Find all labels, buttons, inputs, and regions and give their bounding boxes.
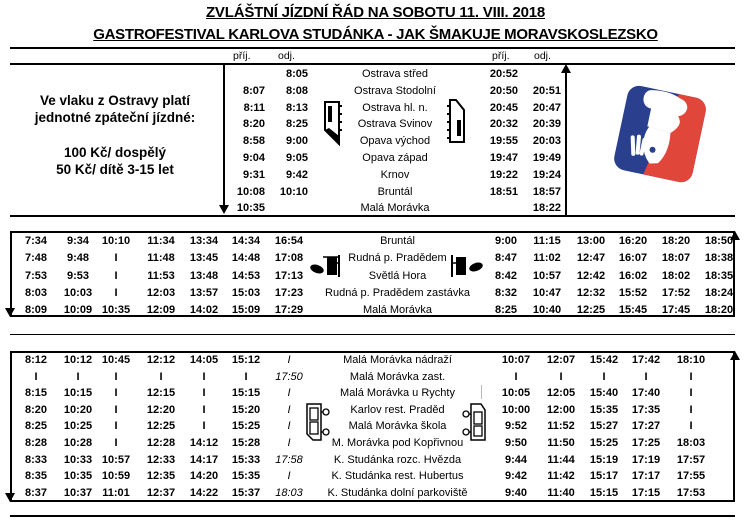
arrival-header: příj. [492,50,510,62]
return-time: 12:00 [546,403,576,416]
departure-time: 9:34 [66,235,90,247]
departure-time: 14:22 [189,486,219,499]
departure-time: 10:57 [101,453,131,466]
departure-time: 15:09 [231,304,261,317]
fare-info-line: jednotné zpáteční jízdné: [34,110,196,125]
return-time: I [689,370,693,383]
return-time: 16:02 [618,269,648,282]
return-time: 15:52 [618,286,648,299]
return-time: 17:52 [661,286,691,299]
station-name: Ostrava hl. n. [362,101,428,114]
departure-time: 15:15 [231,387,261,400]
station-name: Malá Morávka škola [348,420,447,433]
return-time: 9:40 [504,486,528,499]
departure-time: 11:34 [147,235,175,247]
return-time: 15:27 [589,420,619,433]
return-time: 8:47 [494,252,518,265]
arrival-time: 8:58 [242,135,265,148]
station-name: Bruntál [380,235,415,247]
station-name: Ostrava Stodolní [354,84,436,97]
return-time: I [644,370,648,383]
departure-time: 13:45 [189,252,219,265]
station-name: K. Studánka rest. Hubertus [331,470,464,483]
departure-time: 10:03 [63,286,93,299]
departure-time: I [287,470,291,483]
departure-time: 8:25 [285,118,308,131]
return-time: 15:17 [589,470,619,483]
fare-child: 50 Kč/ dítě 3-15 let [56,162,174,177]
departure-time: 12:09 [146,304,176,317]
departure-time: 17:23 [274,286,304,299]
return-time: 17:53 [676,486,706,499]
station-name: Malá Morávka [360,202,430,215]
departure-time: 10:09 [63,304,93,317]
minibus-icon [305,402,331,442]
departure-time: 9:53 [66,269,90,282]
return-time: 12:05 [546,387,576,400]
station-name: Ostrava střed [361,68,429,80]
return-time: 10:05 [501,387,531,400]
station-name: Opava východ [359,135,431,148]
arrival-time: 9:04 [242,152,265,164]
departure-time: 7:53 [24,269,48,282]
return-time: 15:19 [589,453,619,466]
departure-time: 15:20 [231,403,261,416]
departure-time: 10:33 [63,453,93,466]
bus-icon [309,253,347,279]
departure-time: 12:37 [146,486,176,499]
departure-time: 10:25 [63,420,93,433]
departure-time: 8:05 [285,68,308,80]
return-time: 15:25 [589,437,619,449]
departure-time: 8:37 [24,486,48,499]
departure-time: 8:13 [285,101,308,114]
departure-time: 10:35 [63,470,93,483]
return-time: 18:20 [704,304,734,317]
departure-time: 14:20 [189,470,219,483]
departure-time: 10:28 [63,437,93,449]
departure-time: I [159,370,163,383]
departure-time: 20:47 [532,101,561,114]
departure-time: 12:03 [146,286,176,299]
departure-time: 20:51 [532,84,561,97]
return-time: 18:10 [676,354,706,366]
departure-time: 17:08 [274,252,304,265]
return-time: 10:00 [501,403,531,416]
bus-row [0,285,751,304]
return-time: 17:45 [661,304,691,317]
departure-time: I [287,387,291,400]
return-time: 9:50 [504,437,528,449]
return-time: 10:47 [532,286,562,299]
arrival-time: 19:55 [489,135,518,148]
departure-time: 8:28 [24,437,48,449]
arrival-time: 20:52 [489,68,518,80]
departure-time: 8:15 [24,387,48,400]
return-time: 9:00 [494,235,518,247]
train-row [0,184,751,201]
return-time: 16:20 [618,235,648,247]
train-row [0,66,751,83]
departure-time: 12:25 [146,420,176,433]
departure-time: I [114,286,118,299]
departure-time: I [34,370,38,383]
page-subtitle: GASTROFESTIVAL KARLOVA STUDÁNKA - JAK ŠMAKUJE MORAVSKOSLEZSKO [93,26,658,43]
return-time: 18:02 [661,269,691,282]
return-time: 11:44 [547,453,575,466]
departure-time: 12:15 [146,387,176,400]
return-time: 18:38 [704,252,734,265]
return-time: 12:25 [576,304,606,317]
departure-time: 16:54 [274,235,304,247]
station-name: Malá Morávka zast. [349,370,446,383]
return-time: 17:17 [631,470,661,483]
return-time: 10:07 [501,354,531,366]
departure-time: 15:28 [231,437,261,449]
departure-time: 15:12 [231,354,261,366]
arrival-time: 20:45 [489,101,518,114]
return-time: 8:42 [494,269,518,282]
departure-time: I [114,420,118,433]
return-time: 15:15 [589,486,619,499]
station-name: Karlov rest. Praděd [350,403,445,416]
minibus-icon [461,402,487,442]
departure-time: 18:03 [275,486,303,499]
return-time: 17:42 [631,354,661,366]
departure-header: odj. [534,50,551,62]
departure-time: 20:03 [532,135,561,148]
return-time: 8:32 [494,286,518,299]
return-time: 9:52 [504,420,528,433]
departure-time: 9:05 [285,152,308,164]
departure-time: 13:48 [189,269,219,282]
return-time: I [689,403,693,416]
departure-time: 8:33 [24,453,48,466]
divider [10,63,735,65]
departure-time: 9:42 [285,168,308,181]
return-time: 11:50 [547,437,575,449]
return-time: 9:44 [504,453,528,466]
return-time: 10:40 [532,304,562,317]
return-time: 15:35 [589,403,619,416]
departure-time: 10:10 [101,235,131,247]
departure-time: 10:45 [101,354,131,366]
departure-time: 8:25 [24,420,48,433]
departure-time: 12:12 [146,354,176,366]
departure-time: 17:50 [275,370,303,383]
departure-time: 10:37 [63,486,93,499]
departure-time: 12:33 [146,453,176,466]
departure-time: 14:34 [231,235,261,247]
bus-row [0,268,751,287]
departure-time: 14:05 [189,354,219,366]
station-name: Malá Morávka u Rychty [340,387,455,400]
return-time: 12:47 [576,252,606,265]
departure-time: 19:49 [532,152,561,164]
departure-time: I [202,387,206,400]
return-time: I [689,387,693,400]
departure-time: I [202,420,206,433]
station-name: Ostrava Svinov [357,118,433,131]
departure-time: 8:35 [24,470,48,483]
return-time: 17:55 [676,470,706,483]
departure-time: I [114,387,118,400]
station-name: Malá Morávka [362,304,433,317]
departure-time: I [114,370,118,383]
departure-time: 10:59 [101,470,131,483]
departure-time: I [114,437,118,449]
departure-time: 7:34 [24,235,48,247]
bus-row [0,302,751,321]
fare-adult: 100 Kč/ dospělý [63,145,167,160]
station-name: M. Morávka pod Kopřivnou [331,437,464,449]
departure-time: I [114,403,118,416]
departure-time: 10:15 [63,387,93,400]
arrival-time: 8:07 [242,84,265,97]
return-time: 18:20 [661,235,691,247]
train-row [0,200,751,217]
departure-time: 20:39 [532,118,561,131]
station-name: Opava západ [362,152,428,164]
return-time: I [602,370,606,383]
return-time: 12:42 [576,269,606,282]
departure-time: I [114,252,118,265]
divider [10,334,735,335]
return-time: 10:57 [532,269,562,282]
departure-time: 8:20 [24,403,48,416]
departure-time: 14:48 [231,252,261,265]
departure-time: 15:25 [231,420,261,433]
return-time: 12:32 [576,286,606,299]
departure-time: 10:10 [279,185,308,198]
fare-info-line: Ve vlaku z Ostravy platí [39,93,191,108]
divider [10,47,735,49]
arrival-time: 9:31 [242,168,265,181]
station-name: Rudná p. Pradědem zastávka [325,286,470,299]
return-time: 18:35 [704,269,734,282]
departure-time: I [287,437,291,449]
arrival-time: 10:35 [236,202,265,215]
train-icon [323,100,343,146]
departure-time: 11:53 [147,269,175,282]
return-time: 11:02 [533,252,561,265]
departure-time: 19:24 [532,168,561,181]
bus-row [0,485,751,504]
return-time: 15:40 [589,387,619,400]
departure-time: 8:08 [285,84,308,97]
departure-time: 17:29 [274,304,304,317]
return-time: 17:57 [676,453,706,466]
departure-header: odj. [278,50,295,62]
arrival-time: 8:20 [242,118,265,131]
departure-time: 9:48 [66,252,90,265]
departure-time: I [76,370,80,383]
return-time: I [559,370,563,383]
return-time: I [689,420,693,433]
page-title: ZVLÁŠTNÍ JÍZDNÍ ŘÁD NA SOBOTU 11. VIII. 2018 [205,4,546,21]
return-time: 17:35 [631,403,661,416]
departure-time: 15:33 [231,453,261,466]
departure-time: 17:58 [275,453,303,466]
separator [481,385,482,399]
departure-time: 18:22 [532,202,561,215]
arrival-time: 19:22 [489,168,518,181]
return-time: 17:27 [631,420,661,433]
departure-time: 13:34 [189,235,219,247]
bus-row [0,233,751,252]
return-time: 16:07 [618,252,648,265]
departure-time: I [287,403,291,416]
departure-time: 10:35 [101,304,131,317]
return-time: 18:24 [704,286,734,299]
station-name: Malá Morávka nádraží [343,354,452,366]
departure-time: 12:28 [146,437,176,449]
departure-time: 9:00 [285,135,308,148]
return-time: 17:15 [631,486,661,499]
departure-time: 8:12 [24,354,48,366]
station-name: Krnov [380,168,410,181]
departure-time: I [287,420,291,433]
departure-time: 14:12 [189,437,219,449]
return-time: 17:25 [631,437,661,449]
departure-time: 18:57 [532,185,561,198]
departure-time: I [202,370,206,383]
departure-time: 15:37 [231,486,261,499]
station-name: K. Studánka rozc. Hvězda [333,453,462,466]
arrival-time: 18:51 [489,185,518,198]
return-time: 15:42 [589,354,619,366]
station-name: K. Studánka dolní parkoviště [327,486,468,499]
departure-time: 17:13 [274,269,304,282]
return-time: 15:45 [618,304,648,317]
departure-time: 13:57 [189,286,219,299]
departure-time: 15:03 [231,286,261,299]
departure-time: 12:35 [146,470,176,483]
departure-time: 12:20 [146,403,176,416]
return-time: 13:00 [576,235,606,247]
departure-time: 14:17 [189,453,219,466]
chef-logo [612,85,708,183]
station-name: Světlá Hora [368,269,427,282]
return-time: 17:40 [631,387,661,400]
departure-time: 8:03 [24,286,48,299]
arrival-time: 10:08 [236,185,265,198]
return-time: 18:03 [676,437,706,449]
departure-time: I [287,354,291,366]
departure-time: 10:12 [63,354,93,366]
return-time: 11:15 [533,235,561,247]
station-name: Rudná p. Pradědem [348,252,447,265]
return-time: 11:40 [547,486,575,499]
station-name: Bruntál [377,185,413,198]
return-time: 18:07 [661,252,691,265]
divider [10,515,735,517]
return-time: 11:42 [547,470,575,483]
return-time: 18:50 [704,235,734,247]
departure-time: 11:48 [147,252,175,265]
departure-time: 11:01 [102,486,130,499]
return-time: 8:25 [494,304,518,317]
return-time: 12:07 [546,354,576,366]
departure-time: 8:09 [24,304,48,317]
arrival-header: příj. [233,50,251,62]
departure-time: I [244,370,248,383]
departure-time: 10:20 [63,403,93,416]
departure-time: 14:53 [231,269,261,282]
arrival-time: 8:11 [243,101,265,114]
departure-time: 15:35 [231,470,261,483]
return-time: I [514,370,518,383]
departure-time: 14:02 [189,304,219,317]
train-icon [446,98,466,144]
arrival-time: 20:32 [489,118,518,131]
arrival-time: 20:50 [489,84,518,97]
return-time: 11:52 [547,420,575,433]
departure-time: I [114,269,118,282]
return-time: 9:42 [504,470,528,483]
arrival-time: 19:47 [489,152,518,164]
return-time: 17:19 [631,453,661,466]
departure-time: I [202,403,206,416]
departure-time: 7:48 [24,252,48,265]
bus-icon [448,253,486,279]
bus-row [0,250,751,269]
